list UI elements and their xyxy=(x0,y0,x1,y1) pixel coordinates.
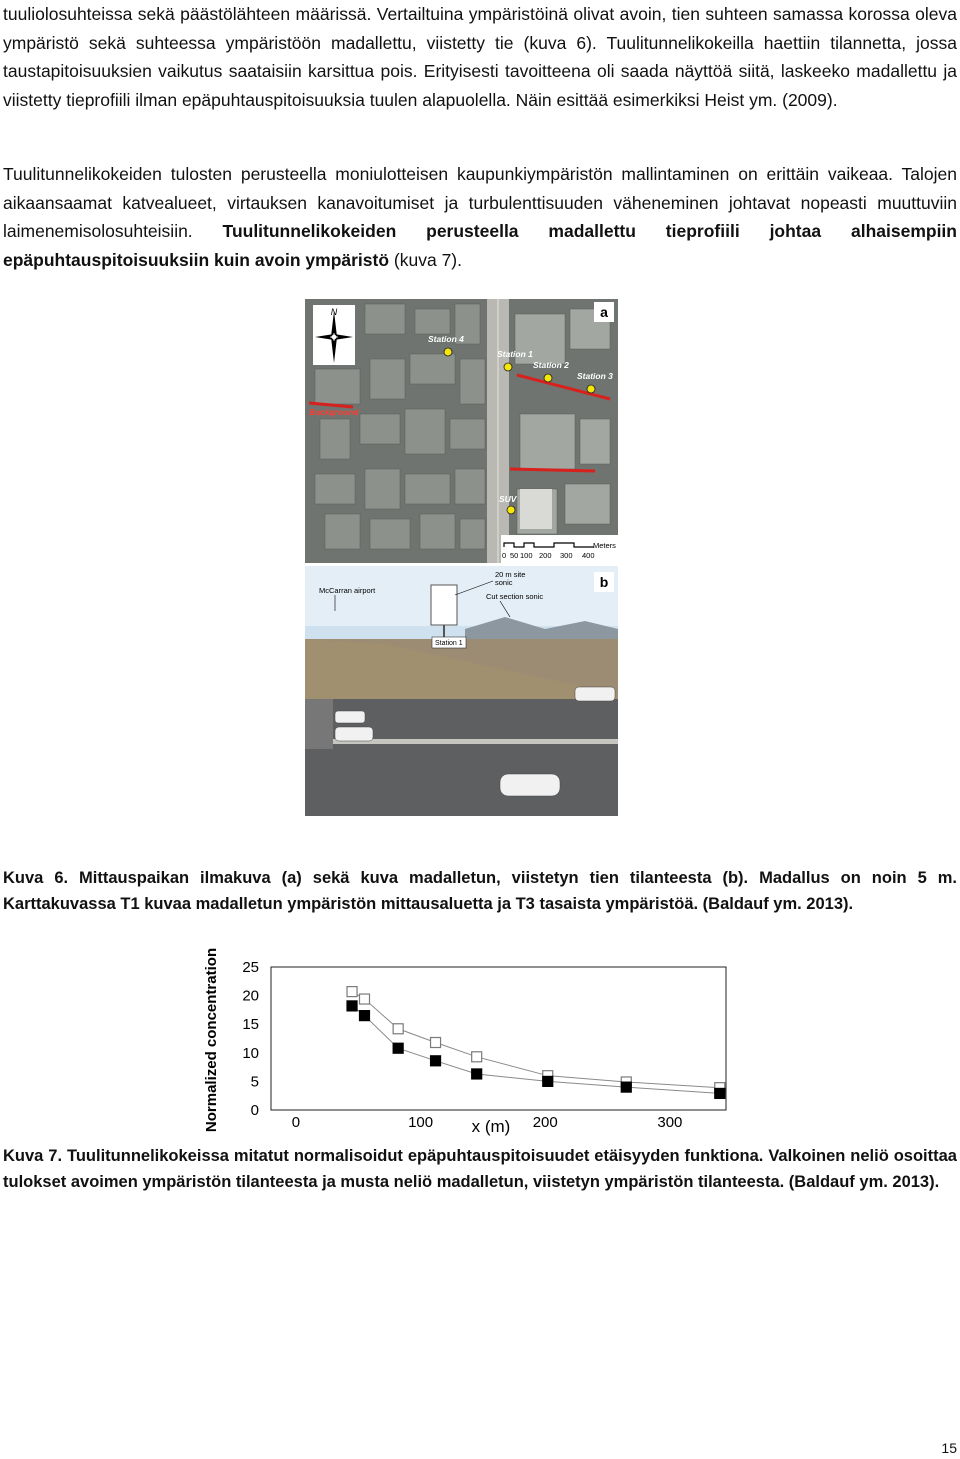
filled-square-point xyxy=(393,1043,403,1053)
road-marker-t3 xyxy=(510,469,595,471)
scale-bar xyxy=(501,535,618,563)
series-line-1 xyxy=(352,1006,720,1094)
y-tick-label: 20 xyxy=(242,987,259,1005)
compass-icon xyxy=(313,305,355,365)
y-tick-label: 25 xyxy=(242,959,259,976)
y-tick-label: 5 xyxy=(250,1073,259,1091)
station-1-label: Station 1 xyxy=(497,349,533,359)
svg-text:100: 100 xyxy=(520,551,533,560)
chart-series xyxy=(347,987,725,1099)
road-photo-panel xyxy=(305,566,618,816)
site-sonic-label-1: 20 m site xyxy=(495,570,526,579)
aerial-map-panel xyxy=(305,299,618,563)
paragraph-intro: tuuliolosuhteissa sekä päästölähteen määrissä. Vertailtuina ympäristöinä olivat avoin, tien suhteen samassa korossa oleva ympäristö sekä suhteessa ympäristöön madallettu, viistetty tie (kuva 6). Tuulitunnelikokeilla haettiin tilannetta, jossa taustapitoisuuksien vaikutus saataisiin karsittua pois. Erityisesti tavoitteena oli saada näyttöä siitä, laskeeko madallettu ja viistetty tieprofiili ilman epäpuhtauspitoisuuksia tuulen alapuolella. Näin esittää esimerkiksi Heist ym. (2009). xyxy=(3,4,957,110)
filled-square-point xyxy=(543,1076,553,1086)
filled-square-point xyxy=(715,1088,725,1098)
x-tick-label: 200 xyxy=(532,1114,558,1131)
y-tick-label: 10 xyxy=(242,1044,259,1062)
panel-a-label: a xyxy=(600,304,608,320)
filled-square-point xyxy=(431,1056,441,1066)
site-sonic-label-2: sonic xyxy=(495,578,513,587)
svg-text:300: 300 xyxy=(560,551,573,560)
compass-label: N xyxy=(330,307,338,317)
svg-text:200: 200 xyxy=(539,551,552,560)
station-2-label: Station 2 xyxy=(533,360,569,370)
figure-7-caption: Kuva 7. Tuulitunnelikokeissa mitatut normalisoidut epäpuhtauspitoisuudet etäisyyden funktiona. Valkoinen neliö osoittaa tulokset avoimen ympäristön tilanteesta ja musta neliö madalletun, viistetyn ympäristön tilanteesta. (Baldauf ym. 2013). xyxy=(3,1147,957,1191)
svg-text:50: 50 xyxy=(510,551,519,560)
paragraph-results-bold: Tuulitunnelikokeiden perusteella madallettu tieprofiili johtaa alhaisempiin epäpuhtauspitoisuuksiin kuin avoin ympäristö xyxy=(3,221,957,270)
paragraph-results-plain: Tuulitunnelikokeiden tulosten perusteella moniulotteisen kaupunkiympäristön mallintaminen on erittäin vaikeaa. Talojen aikaansaamat katvealueet, virtauksen kanavoitumiset ja turbulenttisuuden väheneminen johtavat nopeasti muuttuviin laimenemisolosuhteisiin. xyxy=(3,164,957,241)
x-tick-label: 100 xyxy=(408,1114,434,1131)
station-3-label: Station 3 xyxy=(577,371,613,381)
scale-unit-label: Meters xyxy=(593,541,616,550)
figure-7-chart xyxy=(196,945,732,1137)
figure-6 xyxy=(305,299,618,816)
photo-station1-label: Station 1 xyxy=(435,640,463,647)
page-number: 15 xyxy=(941,1440,957,1456)
y-tick-label: 0 xyxy=(250,1102,259,1119)
figure-6-caption: Kuva 6. Mittauspaikan ilmakuva (a) sekä kuva madalletun, viistetyn tien tilanteesta (b). Madallus on noin 5 m. Karttakuvassa T1 kuvaa madalletun ympäristön mittausaluetta ja T3 tasaista ympäristöä. (Baldauf ym. 2013). xyxy=(3,869,957,913)
chart-axes xyxy=(242,959,726,1131)
chart-xlabel: x (m) xyxy=(471,1117,511,1136)
background-label: Background xyxy=(309,407,359,417)
open-square-point xyxy=(431,1038,441,1048)
svg-text:400: 400 xyxy=(582,551,595,560)
filled-square-point xyxy=(472,1069,482,1079)
suv-label: SUV xyxy=(499,494,517,504)
chart-ylabel: Normalized concentration xyxy=(203,947,220,1133)
open-square-point xyxy=(347,987,357,997)
y-tick-label: 15 xyxy=(242,1016,259,1034)
airport-label: McCarran airport xyxy=(319,586,376,595)
plot-frame xyxy=(271,967,726,1110)
series-line-0 xyxy=(352,992,720,1088)
svg-text:0: 0 xyxy=(502,551,507,560)
panel-b-label: b xyxy=(599,574,609,590)
cut-section-label: Cut section sonic xyxy=(486,592,544,601)
filled-square-point xyxy=(347,1001,357,1011)
open-square-point xyxy=(359,994,369,1004)
paragraph-results-tail: (kuva 7). xyxy=(389,249,462,270)
x-tick-label: 0 xyxy=(291,1114,301,1131)
x-tick-label: 300 xyxy=(657,1114,683,1131)
filled-square-point xyxy=(621,1082,631,1092)
station-4-label: Station 4 xyxy=(428,334,464,344)
filled-square-point xyxy=(359,1011,369,1021)
open-square-point xyxy=(472,1052,482,1062)
open-square-point xyxy=(393,1024,403,1034)
paragraph-results xyxy=(3,160,957,274)
